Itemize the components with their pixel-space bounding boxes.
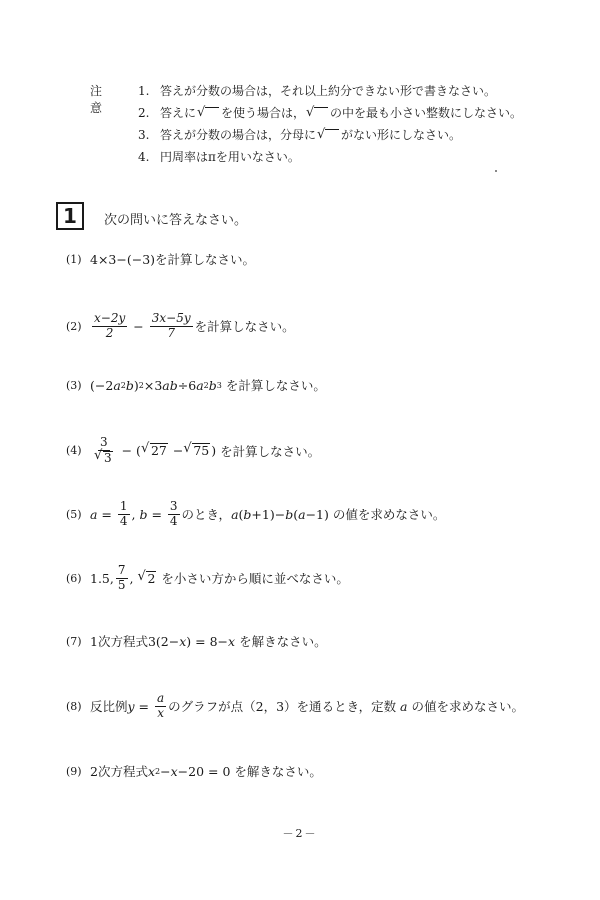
problem-text: 2次方程式 (90, 764, 148, 779)
problem-4 (66, 436, 320, 466)
note-4 (138, 148, 300, 165)
problem-3 (66, 376, 326, 394)
problem-expression: a ( b +1)− b ( a −1) (231, 506, 333, 522)
sqrt-symbol (318, 128, 339, 142)
problem-text: の値を求めなさい。 (332, 507, 446, 523)
problem-text: の値を求めなさい。 (411, 699, 524, 715)
problem-text: のとき， (181, 507, 232, 523)
problem-7 (66, 632, 327, 650)
numerator: 3 (100, 435, 108, 449)
numerator: 1 (119, 499, 128, 513)
section-title: 次の問いに答えなさい。 (104, 213, 248, 228)
numerator: 3x−5y (151, 311, 191, 325)
page-number: －2－ (282, 827, 318, 840)
problem-text: を解きなさい。 (239, 634, 327, 649)
stray-mark (495, 170, 497, 172)
note-text: 答えに (160, 106, 197, 120)
problem-expression: a (396, 698, 412, 714)
fraction (118, 500, 130, 529)
operator: − (133, 318, 144, 334)
problem-text: を小さい方から順に並べなさい。 (161, 571, 349, 587)
note-number: 2. (138, 106, 150, 120)
note-number: 3. (138, 128, 150, 142)
numerator: x−2y (94, 311, 126, 325)
problem-number: (1) (66, 252, 82, 266)
problem-2 (66, 312, 295, 341)
problem-expression: − ( √ 27 − √ 75 ) (118, 443, 220, 458)
problem-number: (8) (66, 699, 82, 713)
problem-number: (3) (66, 378, 82, 392)
fraction (92, 436, 116, 466)
numerator: 3 (169, 499, 178, 513)
sqrt-symbol (307, 106, 328, 120)
note-text: の中を最も小さい整数にしなさい。 (330, 106, 523, 120)
note-number: 1. (138, 84, 150, 98)
problem-expression: 4×3−(−3) (90, 251, 156, 267)
problem-6 (66, 564, 349, 593)
note-text: を使う場合は， (221, 106, 306, 120)
problem-expression: 3(2− x ) = 8− x (147, 633, 236, 649)
denominator: 2 (105, 325, 114, 340)
problem-text: を計算しなさい。 (194, 319, 295, 335)
problem-9 (66, 762, 322, 780)
fraction (168, 500, 180, 529)
notes-label: 注 意 (90, 84, 111, 115)
note-2 (138, 104, 522, 121)
problem-expression: , √ 2 (130, 571, 162, 586)
problem-number: (5) (66, 507, 82, 521)
problem-number: (6) (66, 571, 82, 585)
note-text: 円周率はπを用いなさい。 (160, 150, 300, 164)
numerator: a (157, 691, 165, 705)
problem-1 (66, 250, 255, 268)
problem-number: (9) (66, 764, 82, 778)
problem-expression: y = (127, 698, 153, 714)
note-3 (138, 126, 461, 143)
note-text: 答えが分数の場合は，それ以上約分できない形で書きなさい。 (160, 84, 497, 98)
note-number: 4. (138, 150, 150, 164)
problem-text: を計算しなさい。 (225, 378, 326, 393)
problem-number: (4) (66, 444, 82, 458)
denominator: √ 3 (92, 451, 116, 466)
note-text: 答えが分数の場合は，分母に (160, 128, 317, 142)
denominator: 4 (169, 513, 178, 528)
denominator: x (157, 705, 164, 720)
problem-8 (66, 692, 524, 721)
problem-text: のグラフが点（2，3）を通るとき，定数 (168, 699, 397, 715)
problem-expression: (−2 a 2 b ) 2 ×3 ab ÷6 a 2 b 3 (90, 377, 222, 393)
problem-expression: a = (90, 506, 116, 522)
problem-5 (66, 500, 445, 529)
fraction (155, 692, 166, 721)
problem-text: 反比例 (90, 699, 128, 715)
problem-expression: x 2 − x −20 = 0 (147, 763, 235, 779)
denominator: 5 (117, 577, 126, 592)
problem-text: 1次方程式 (90, 634, 148, 649)
problem-text: を解きなさい。 (234, 764, 322, 779)
problem-expression: 1.5, (90, 570, 114, 586)
problem-expression: , b = (131, 506, 166, 522)
note-text: がない形にしなさい。 (341, 128, 462, 142)
section-number-box: 1 (56, 202, 84, 230)
denominator: 4 (119, 513, 128, 528)
note-1 (138, 82, 496, 99)
problem-text: を計算しなさい。 (220, 443, 321, 459)
problem-number: (7) (66, 634, 82, 648)
problem-text: を計算しなさい。 (155, 252, 256, 267)
fraction (92, 312, 127, 341)
fraction (116, 564, 128, 593)
sqrt-symbol (198, 106, 219, 120)
numerator: 7 (117, 563, 126, 577)
denominator: 7 (167, 325, 175, 340)
fraction (150, 312, 193, 341)
problem-number: (2) (66, 319, 82, 333)
